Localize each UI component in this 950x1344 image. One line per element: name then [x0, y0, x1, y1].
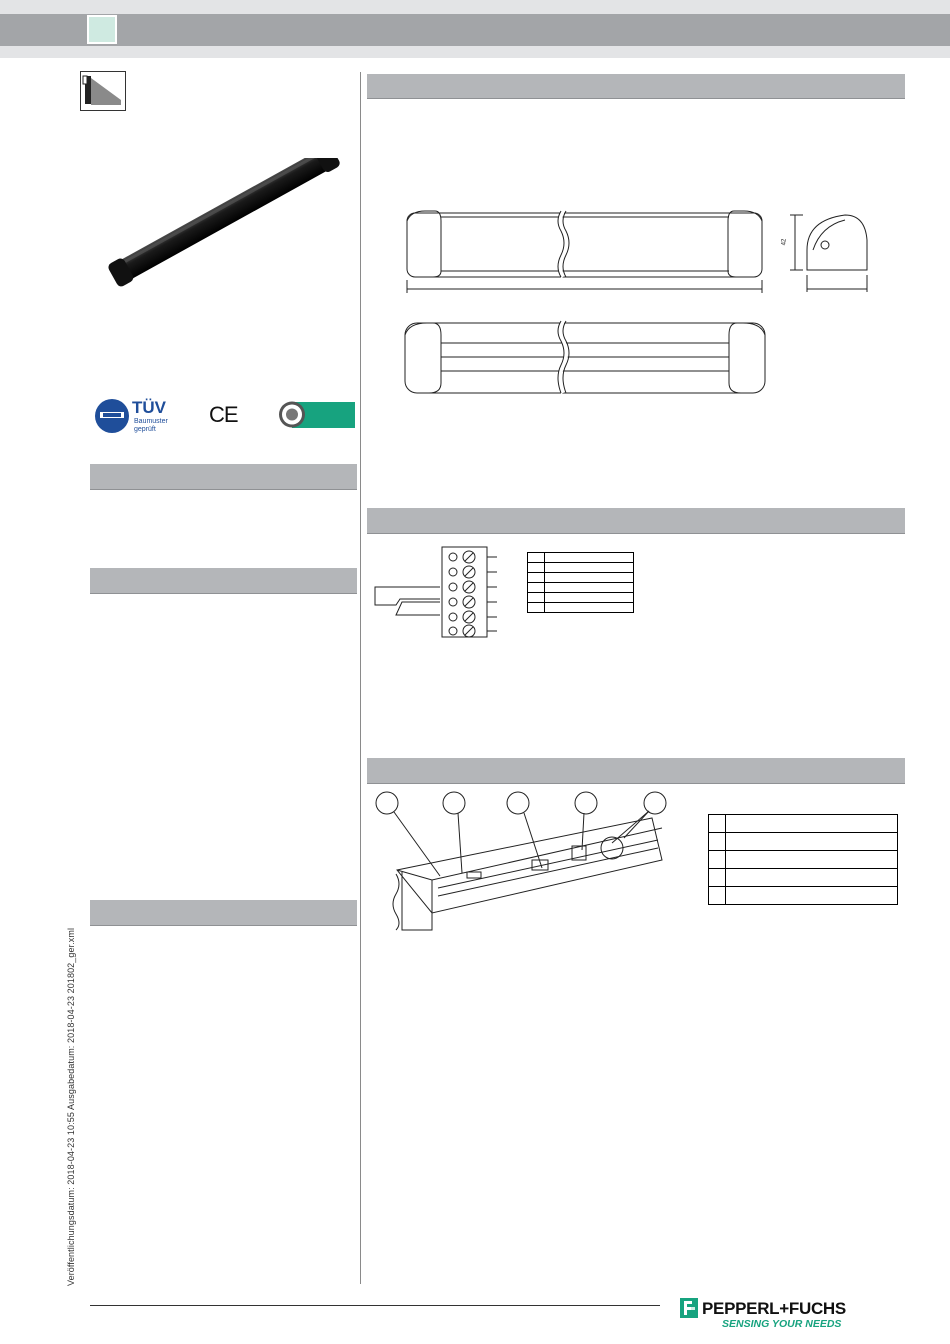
section-header-left-3: [90, 900, 357, 926]
light-curtain-icon: [80, 71, 126, 111]
product-photo: [104, 158, 344, 300]
section-header-left-1: [90, 464, 357, 490]
brand-name: PEPPERL+FUCHS: [702, 1299, 846, 1318]
ce-mark: CE: [209, 402, 238, 427]
tuv-line2: geprüft: [134, 426, 156, 433]
section-header-connection: [367, 508, 905, 534]
tuv-line1: Baumuster: [134, 418, 168, 425]
height-dimension-label: 42: [781, 238, 788, 246]
section-header-assembly: [367, 758, 905, 784]
header-color-tag: [87, 15, 117, 44]
brand-slogan: SENSING YOUR NEEDS: [722, 1318, 842, 1330]
publication-info: Veröffentlichungsdatum: 2018-04-23 10:55 Ausgabedatum: 2018-04-23 201802_ger.xml: [66, 927, 76, 1286]
header-bar: [0, 14, 950, 46]
tuv-label: TÜV: [132, 398, 166, 417]
tuv-certification-logo: [94, 396, 184, 436]
header-top-strip: [0, 0, 950, 14]
certification-seal: [278, 401, 355, 428]
assembly-diagram: [372, 788, 672, 933]
footer-rule: [90, 1305, 660, 1306]
terminal-legend-table: [527, 552, 634, 613]
assembly-legend-table: [708, 814, 898, 905]
column-divider: [360, 72, 361, 1284]
section-header-dimensions: [367, 74, 905, 99]
header-bottom-strip: [0, 46, 950, 58]
pepperl-fuchs-logo: [680, 1298, 698, 1318]
section-header-left-2: [90, 568, 357, 594]
dimension-drawing: [395, 205, 875, 400]
